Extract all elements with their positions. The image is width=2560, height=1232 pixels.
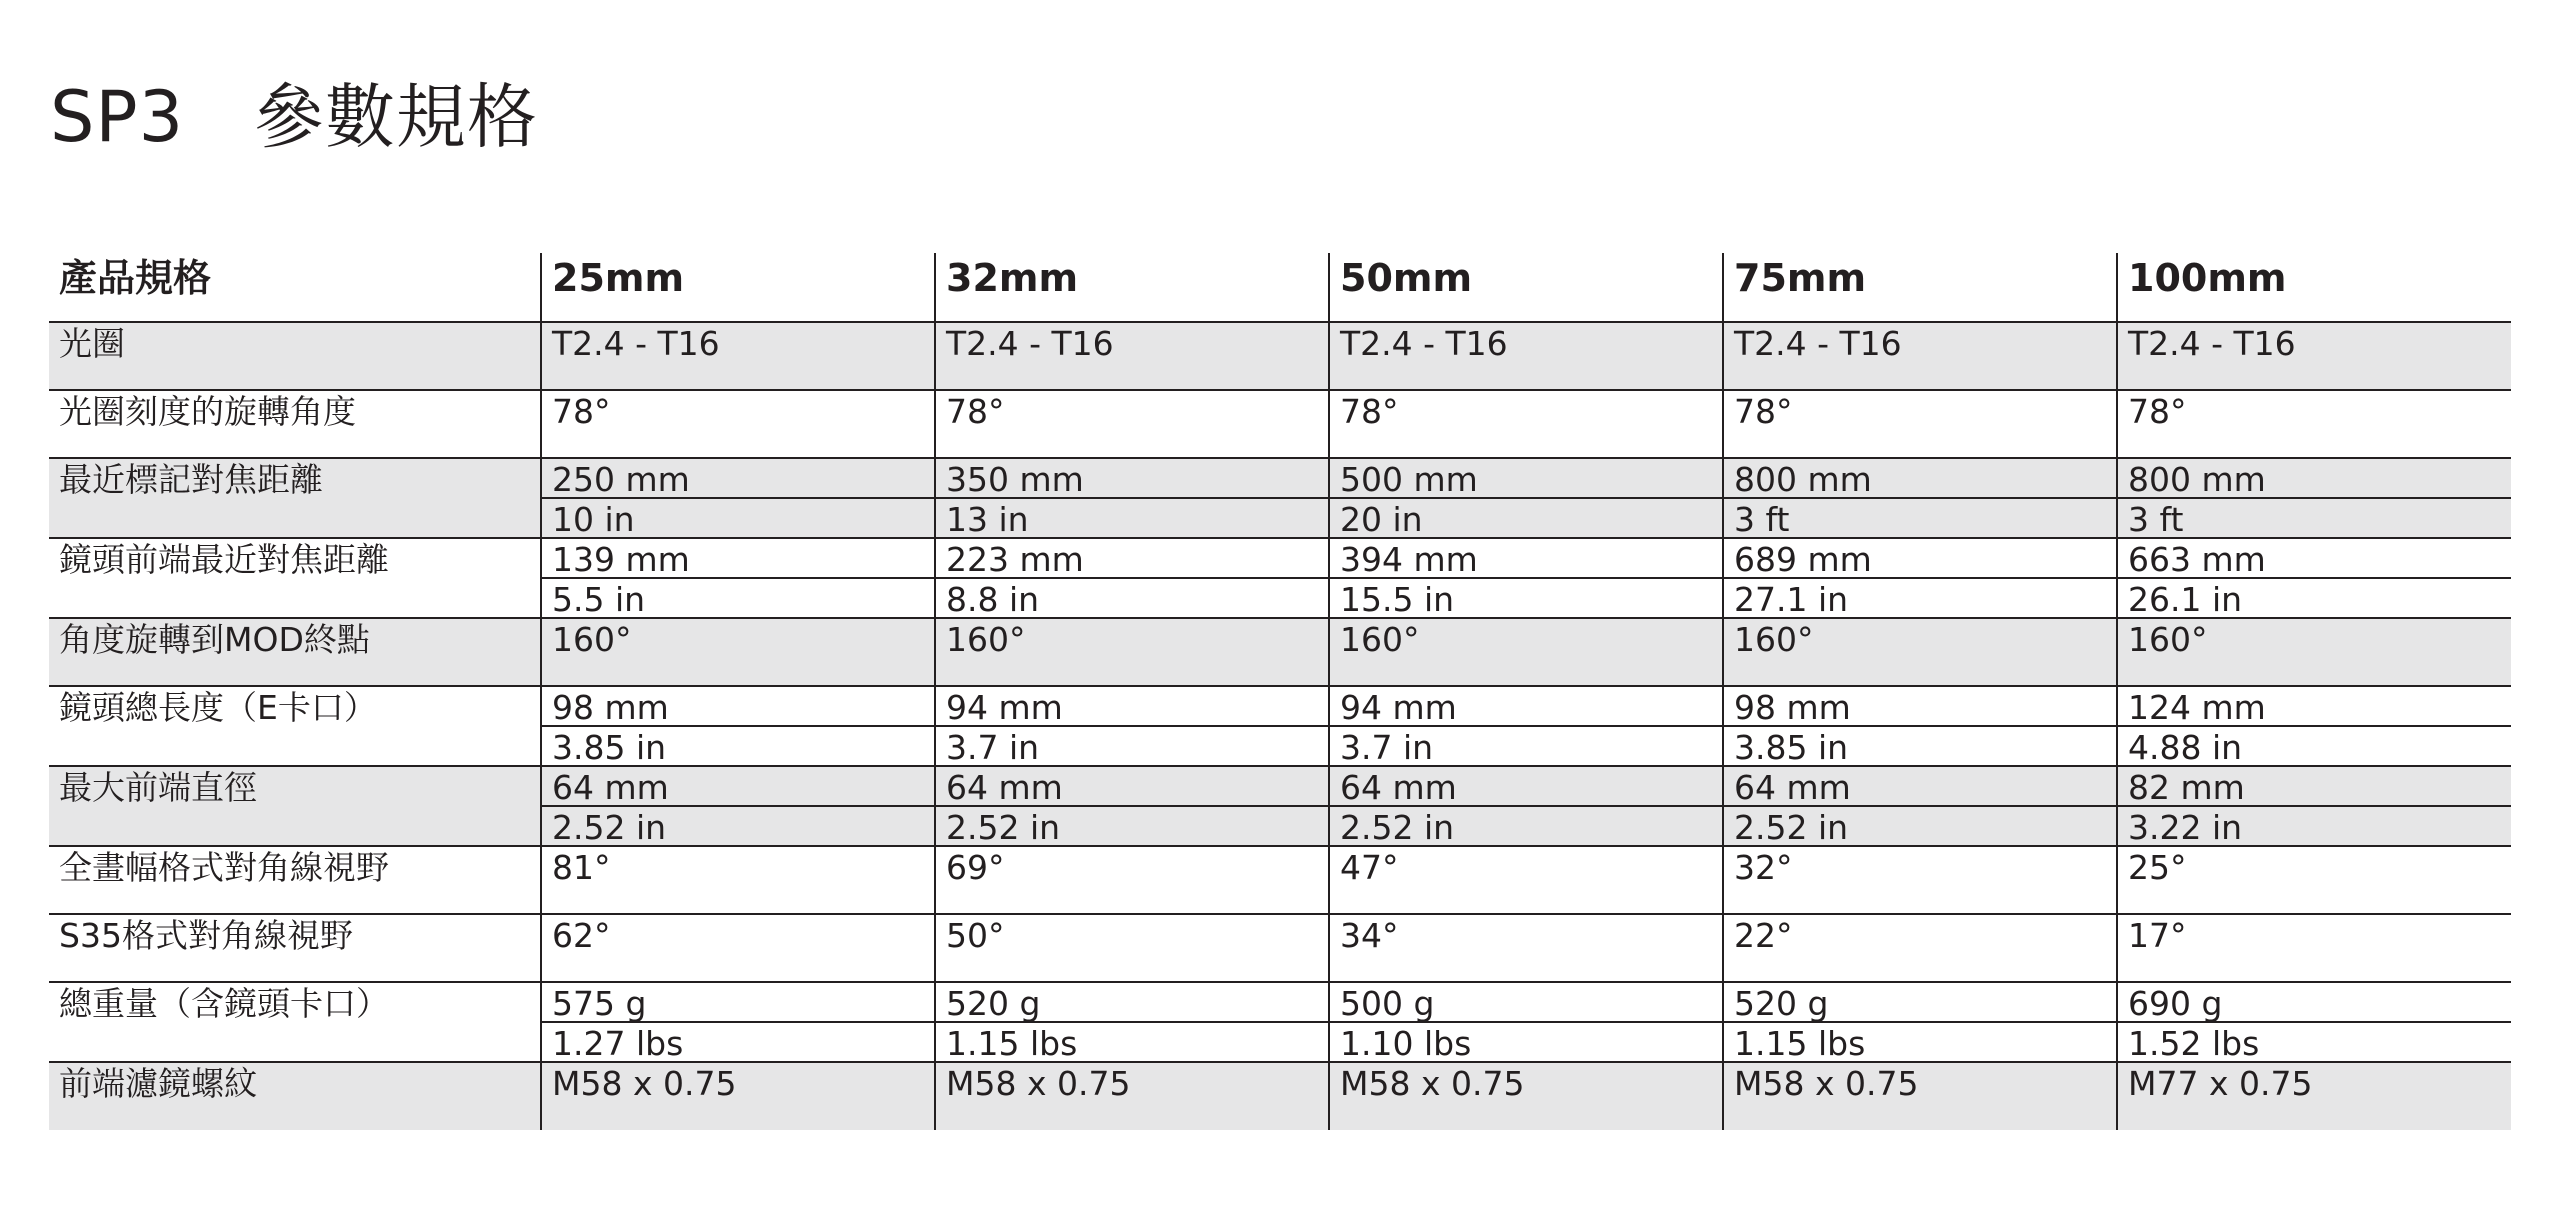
page-title: SP3 參數規格 (50, 76, 538, 158)
table-cell: M77 x 0.75 (2117, 1062, 2511, 1130)
table-cell: 8.8 in (935, 578, 1329, 618)
table-cell: 98 mm (1723, 686, 2117, 726)
table-cell: 4.88 in (2117, 726, 2511, 766)
row-label-filter-thread: 前端濾鏡螺紋 (49, 1062, 541, 1130)
table-cell: 160° (541, 618, 935, 686)
table-cell: 81° (541, 846, 935, 914)
table-row (49, 390, 2511, 458)
table-cell: 78° (541, 390, 935, 458)
table-cell: 124 mm (2117, 686, 2511, 726)
row-label-weight: 總重量（含鏡頭卡口） (49, 982, 541, 1062)
table-cell: 98 mm (541, 686, 935, 726)
table-cell: 62° (541, 914, 935, 982)
row-label-aperture: 光圈 (49, 322, 541, 390)
table-cell: 82 mm (2117, 766, 2511, 806)
table-cell: 64 mm (1329, 766, 1723, 806)
table-cell: 500 mm (1329, 458, 1723, 498)
table-cell: 2.52 in (1723, 806, 2117, 846)
table-cell: 78° (1723, 390, 2117, 458)
table-cell: 663 mm (2117, 538, 2511, 578)
table-cell: 15.5 in (1329, 578, 1723, 618)
table-cell: 3.85 in (541, 726, 935, 766)
row-label-s35-fov: S35格式對角線視野 (49, 914, 541, 982)
table-cell: T2.4 - T16 (935, 322, 1329, 390)
table-cell: 50° (935, 914, 1329, 982)
row-label-length: 鏡頭總長度（E卡口） (49, 686, 541, 766)
header-cell-50mm: 50mm (1329, 253, 1723, 322)
table-cell: 17° (2117, 914, 2511, 982)
table-cell: 520 g (1723, 982, 2117, 1022)
table-cell: 13 in (935, 498, 1329, 538)
table-cell: 32° (1723, 846, 2117, 914)
table-cell: 1.10 lbs (1329, 1022, 1723, 1062)
row-label-mod-rotation: 角度旋轉到MOD終點 (49, 618, 541, 686)
table-cell: 78° (1329, 390, 1723, 458)
table-cell: 78° (2117, 390, 2511, 458)
table-cell: 64 mm (935, 766, 1329, 806)
row-label-ff-fov: 全畫幅格式對角線視野 (49, 846, 541, 914)
table-cell: 3.7 in (935, 726, 1329, 766)
table-cell: 139 mm (541, 538, 935, 578)
table-cell: 10 in (541, 498, 935, 538)
table-cell: 64 mm (1723, 766, 2117, 806)
table-cell: 800 mm (2117, 458, 2511, 498)
table-cell: 2.52 in (541, 806, 935, 846)
table-cell: 27.1 in (1723, 578, 2117, 618)
table-cell: 250 mm (541, 458, 935, 498)
table-cell: 47° (1329, 846, 1723, 914)
table-cell: 575 g (541, 982, 935, 1022)
table-cell: 78° (935, 390, 1329, 458)
table-cell: 3.85 in (1723, 726, 2117, 766)
table-cell: 500 g (1329, 982, 1723, 1022)
table-cell: 22° (1723, 914, 2117, 982)
table-header-row (49, 253, 2511, 322)
table-cell: 1.15 lbs (1723, 1022, 2117, 1062)
table-cell: T2.4 - T16 (541, 322, 935, 390)
table-cell: M58 x 0.75 (935, 1062, 1329, 1130)
table-cell: 520 g (935, 982, 1329, 1022)
table-cell: 25° (2117, 846, 2511, 914)
table-cell: 5.5 in (541, 578, 935, 618)
table-cell: 1.27 lbs (541, 1022, 935, 1062)
table-cell: 1.52 lbs (2117, 1022, 2511, 1062)
table-cell: 689 mm (1723, 538, 2117, 578)
table-cell: 394 mm (1329, 538, 1723, 578)
row-label-front-diameter: 最大前端直徑 (49, 766, 541, 846)
table-row (49, 322, 2511, 390)
header-cell-100mm: 100mm (2117, 253, 2511, 322)
table-cell: 160° (935, 618, 1329, 686)
header-cell-spec: 產品規格 (59, 256, 212, 300)
table-row (49, 914, 2511, 982)
table-cell: 160° (1329, 618, 1723, 686)
table-cell: 94 mm (1329, 686, 1723, 726)
row-label-iris-rotation: 光圈刻度的旋轉角度 (49, 390, 541, 458)
table-row (49, 1062, 2511, 1130)
table-row (49, 538, 2511, 578)
table-cell: 350 mm (935, 458, 1329, 498)
table-cell: M58 x 0.75 (541, 1062, 935, 1130)
table-cell: T2.4 - T16 (1723, 322, 2117, 390)
table-cell: 26.1 in (2117, 578, 2511, 618)
table-row (49, 458, 2511, 498)
table-row (49, 686, 2511, 726)
spec-table (49, 253, 2511, 1130)
table-cell: 160° (2117, 618, 2511, 686)
table-cell: 223 mm (935, 538, 1329, 578)
table-cell: 2.52 in (935, 806, 1329, 846)
table-cell: 34° (1329, 914, 1723, 982)
header-cell-32mm: 32mm (935, 253, 1329, 322)
table-cell: 20 in (1329, 498, 1723, 538)
header-cell-25mm: 25mm (541, 253, 935, 322)
table-cell: 64 mm (541, 766, 935, 806)
table-cell: 3.7 in (1329, 726, 1723, 766)
table-cell: 69° (935, 846, 1329, 914)
table-cell: 800 mm (1723, 458, 2117, 498)
header-cell-75mm: 75mm (1723, 253, 2117, 322)
table-cell: T2.4 - T16 (1329, 322, 1723, 390)
table-cell: 94 mm (935, 686, 1329, 726)
table-cell: 2.52 in (1329, 806, 1723, 846)
table-row (49, 618, 2511, 686)
table-row (49, 766, 2511, 806)
table-cell: M58 x 0.75 (1329, 1062, 1723, 1130)
table-row (49, 846, 2511, 914)
table-cell: 3 ft (2117, 498, 2511, 538)
table-cell: 3.22 in (2117, 806, 2511, 846)
table-cell: T2.4 - T16 (2117, 322, 2511, 390)
table-cell: 3 ft (1723, 498, 2117, 538)
table-row (49, 982, 2511, 1022)
row-label-close-focus: 最近標記對焦距離 (49, 458, 541, 538)
table-cell: 690 g (2117, 982, 2511, 1022)
row-label-front-close-focus: 鏡頭前端最近對焦距離 (49, 538, 541, 618)
table-cell: M58 x 0.75 (1723, 1062, 2117, 1130)
table-cell: 1.15 lbs (935, 1022, 1329, 1062)
table-cell: 160° (1723, 618, 2117, 686)
